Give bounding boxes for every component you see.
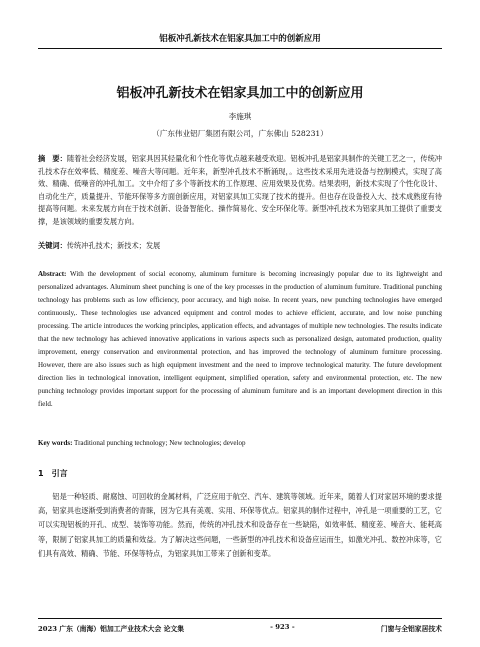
chinese-keywords-text: 传统冲孔技术；新技术；发展 xyxy=(66,241,161,250)
paper-author: 李施琪 xyxy=(228,112,252,121)
paper-title: 铝板冲孔新技术在铝家具加工中的创新应用 xyxy=(116,86,364,101)
footer-proceedings: 2023 广东（南海）铝加工产业技术大会 论文集 xyxy=(38,625,184,633)
chinese-keywords-label: 关键词： xyxy=(38,241,67,250)
chinese-abstract xyxy=(38,153,442,229)
page-footer xyxy=(38,618,442,633)
running-header: 铝板冲孔新技术在铝家具加工中的创新应用 xyxy=(38,32,442,49)
chinese-keywords xyxy=(38,240,442,252)
section-heading-introduction: 1 引言 xyxy=(38,469,68,478)
english-abstract-label: Abstract: xyxy=(38,270,67,278)
english-keywords-label: Key words: xyxy=(38,439,73,447)
chinese-abstract-text: 随着社会经济发展，铝家具因其轻量化和个性化等优点越来越受欢迎。铝板冲孔是铝家具制作的关键工艺之一，传统冲孔技术存在效率低、精度差、噪音大等问题。近年来，新型冲孔技术不断涌现，。这些技术采用先进设备与控制模式，实现了高效、精确、低噪音的冲孔加工。文中介绍了多个等新技术的工作原理、应用效果及优势。结果表明，新技术实现了个性化设计、自动化生产，质量提升、节能环保等多方面创新应用，对铝家具加工实现了技术的提升。但也存在设备投入大、技术成熟度有待提高等问题。未来发展方向在于技术创新、设备智能化、操作简易化、安全环保化等。新型冲孔技术为铝家具加工提供了重要支撑，是该领域的重要发展方向。 xyxy=(38,154,442,226)
author-affiliation: （广东伟业铝厂集团有限公司，广东佛山 528231） xyxy=(152,129,328,138)
english-abstract xyxy=(38,268,442,410)
chinese-abstract-label: 摘 要： xyxy=(38,154,67,163)
footer-section: 门窗与全铝家居技术 xyxy=(380,625,442,633)
english-abstract-text: With the development of social economy, aluminum furniture is becoming increasingly popular due to its lightweight and personalized advantages. Aluminum sheet punching is one of the key processes in the production of aluminum furniture. Traditional punching technology has problems such as low efficiency, poor accuracy, and high noise. In recent years, new punching technologies have emerged continuously,. These technologies use advanced equipment and control modes to achieve efficient, accurate, and low noise punching processing. The article introduces the working principles, application effects, and advantages of multiple new technologies. The results indicate that the new technology has achieved innovative applications in various aspects such as personalized design, automated production, quality improvement, energy conservation and environmental protection, and has improved the technology of aluminum furniture processing. However, there are also issues such as high equipment investment and the need to improve technological maturity. The future development direction lies in technological innovation, intelligent equipment, simplified operation, safety and environmental protection, etc. The new punching technology provides important support for the processing of aluminum furniture and is an important development direction in this field. xyxy=(38,270,443,408)
english-keywords-text: Traditional punching technology; New technologies; develop xyxy=(74,439,246,447)
section-body-introduction: 铝是一种轻质、耐腐蚀、可回收的金属材料，广泛应用于航空、汽车、建筑等领域。近年来，随着人们对家居环境的要求提高，铝家具也逐渐受到消费者的青睐，因为它具有美观、实用、环保等优点。铝家具的制作过程中，冲孔是一项重要的工艺，它可以实现铝板的开孔、成型、装饰等功能。然而，传统的冲孔技术和设备存在一些缺陷，如效率低、精度差、噪音大、能耗高等，限制了铝家具加工的质量和效益。为了解决这些问题，一些新型的冲孔技术和设备应运而生，如激光冲孔、数控冲床等，它们具有高效、精确、节能、环保等特点，为铝家具加工带来了创新和变革。 xyxy=(38,492,442,558)
english-keywords xyxy=(38,437,442,449)
footer-page-number: - 923 - xyxy=(270,623,295,631)
